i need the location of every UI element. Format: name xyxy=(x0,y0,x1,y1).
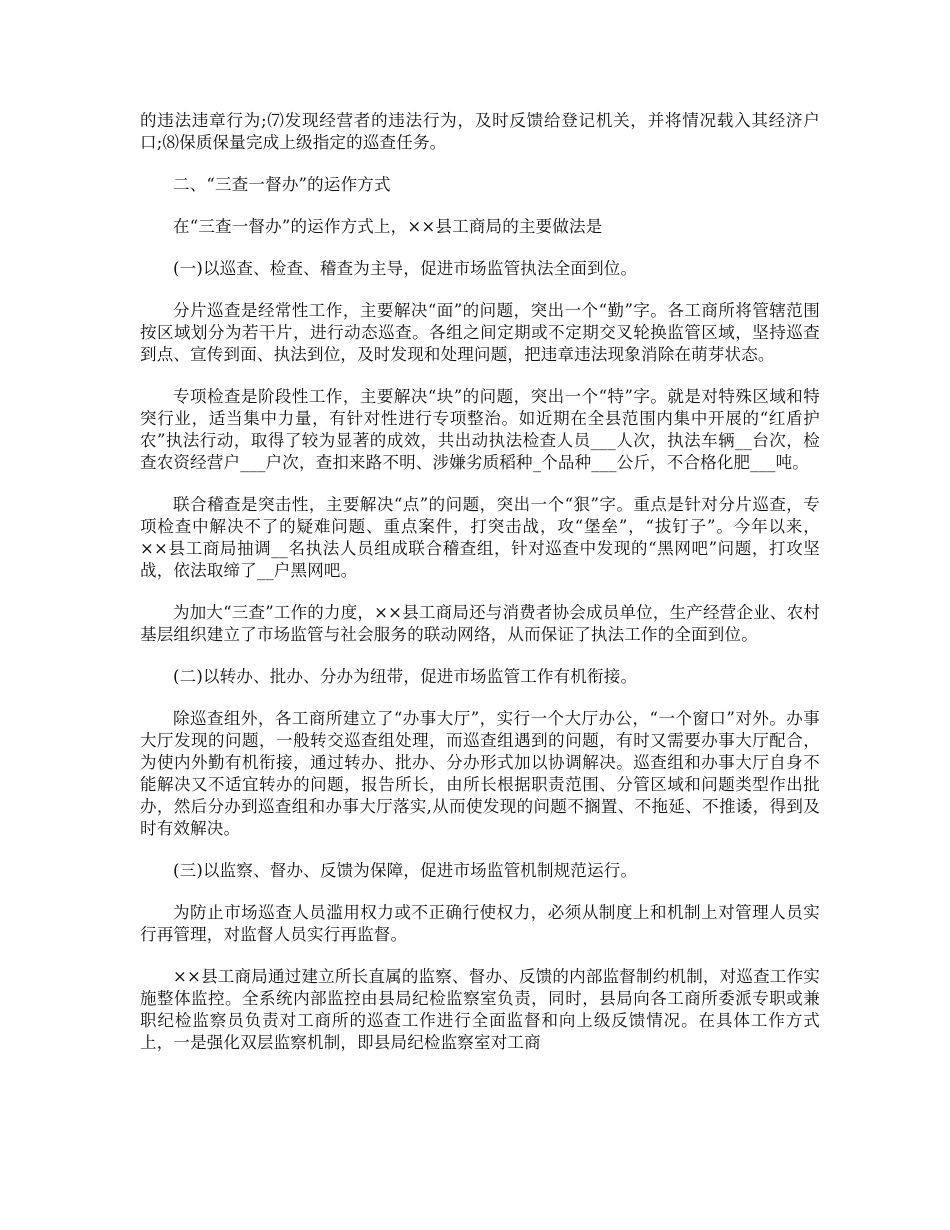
document-page xyxy=(140,110,820,1054)
paragraph-patrol: 分片巡查是经常性工作，主要解决“面”的问题，突出一个“勤”字。各工商所将管辖范围按区域划分为若干片，进行动态巡查。各组之间定期或不定期交叉轮换监管区域，坚持巡查到点、宣传到面、执法到位，及时发现和处理问题，把违章违法现象消除在萌芽状态。 xyxy=(140,301,820,364)
paragraph-prevent-abuse: 为防止市场巡查人员滥用权力或不正确行使权力，必须从制度上和机制上对管理人员实行再管理，对监督人员实行再监督。 xyxy=(140,903,820,944)
paragraph-service-hall: 除巡查组外，各工商所建立了“办事大厅”，实行一个大厅办公，“一个窗口”对外。办事大厅发现的问题，一般转交巡查组处理，而巡查组遇到的问题，有时又需要办事大厅配合，为使内外勤有机衔接，通过转办、批办、分办形式加以协调解决。巡查组和办事大厅自身不能解决又不适宜转办的问题，报告所长，由所长根据职责范围、分管区域和问题类型作出批办，然后分办到巡查组和办事大厅落实,从而使发现的问题不搁置、不拖延、不推诿，得到及时有效解决。 xyxy=(140,709,820,838)
paragraph-continuation: 的违法违章行为;⑺发现经营者的违法行为，及时反馈给登记机关，并将情况载入其经济户口;⑻保质保量完成上级指定的巡查任务。 xyxy=(140,111,820,152)
paragraph-special-inspection: 专项检查是阶段性工作，主要解决“块”的问题，突出一个“特”字。就是对特殊区域和特突行业，适当集中力量，有针对性进行专项整治。如近期在全县范围内集中开展的“红盾护农”执法行动，取得了较为显著的成效，共出动执法检查人员___人次，执法车辆__台次，检查农资经营户___户次，查扣来路不明、涉嫌劣质稻种_个品种___公斤，不合格化肥___吨。 xyxy=(140,387,820,472)
paragraph-linkage-network: 为加大“三查”工作的力度，××县工商局还与消费者协会成员单位，生产经营企业、农村基层组织建立了市场监管与社会服务的联动网络，从而保证了执法工作的全面到位。 xyxy=(140,603,820,644)
subheading-1: (一)以巡查、检查、稽查为主导，促进市场监管执法全面到位。 xyxy=(173,259,638,278)
subheading-3: (三)以监察、督办、反馈为保障，促进市场监管机制规范运行。 xyxy=(173,861,638,880)
paragraph-joint-inspection: 联合稽查是突击性，主要解决“点”的问题，突出一个“狠”字。重点是针对分片巡查，专项检查中解决不了的疑难问题、重点案件，打突击战，攻“堡垒”，“拔钉子”。今年以来，××县工商局抽调__名执法人员组成联合稽查组，针对巡查中发现的“黑网吧”问题，打攻坚战，依法取缔了__户黑网吧。 xyxy=(140,495,820,580)
paragraph-internal-supervision: ××县工商局通过建立所长直属的监察、督办、反馈的内部监督制约机制，对巡查工作实施整体监控。全系统内部监控由县局纪检监察室负责，同时，县局向各工商所委派专职或兼职纪检监察员负责对工商所的巡查工作进行全面监督和向上级反馈情况。在具体工作方式上，一是强化双层监察机制，即县局纪检监察室对工商 xyxy=(140,967,820,1052)
paragraph-intro: 在“三查一督办”的运作方式上，××县工商局的主要做法是 xyxy=(173,217,603,236)
subheading-2: (二)以转办、批办、分办为纽带，促进市场监管工作有机衔接。 xyxy=(173,667,638,686)
section-heading-2: 二、“三查一督办”的运作方式 xyxy=(173,175,391,194)
